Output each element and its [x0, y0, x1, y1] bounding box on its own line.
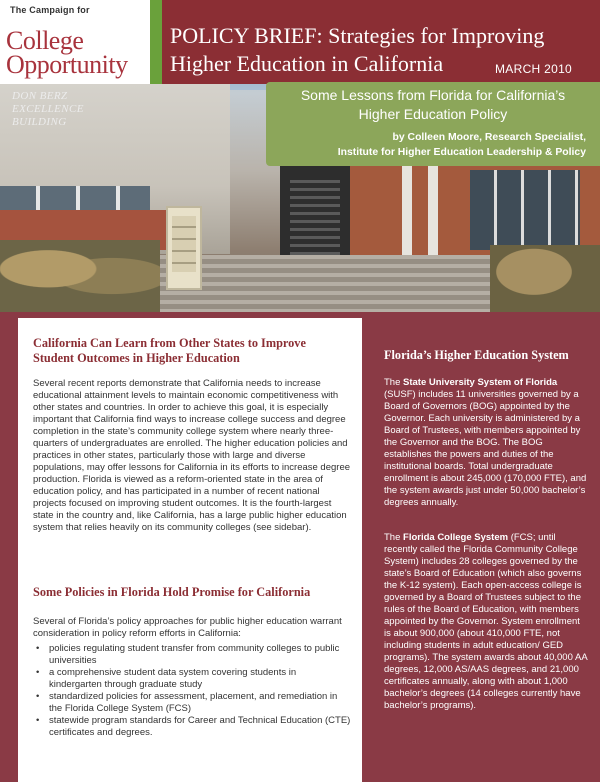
column: [402, 160, 412, 260]
subtitle-line-2: Higher Education Policy: [358, 106, 508, 122]
list-item: • standardized policies for assessment, placement, and remediation in the Florida College System (FCS): [33, 691, 351, 715]
system-name-susf: State University System of Florida: [403, 377, 558, 388]
text-run: (FCS; until recently called the Florida Community College System) includes 28 colleges governed by the state’s Board of Education (which also governs the K-12 system). Each open-access college is governed by a Board of Trustees subject to the rules of the Board of Education, with members appointed by the Governor. System enrollment is about 900,000 (about 410,000 FTE, not including students in adult education/ GED programs). The system awards about 40,000 AA degrees, 12,000 AS/AAS degrees, and 21,000 certificates annually, along with about 1,000 bachelor’s degrees (14 colleges currently have bachelor’s programs).: [384, 532, 588, 711]
text-run: The: [384, 532, 404, 543]
list-item: • statewide program standards for Career and Technical Education (CTE) certificates and degrees.: [33, 715, 351, 739]
plants-right: [490, 245, 600, 312]
system-name-fcs: Florida College System: [403, 532, 509, 543]
byline-line-2: Institute for Higher Education Leadership & Policy: [337, 147, 586, 158]
logo-tagline: The Campaign for: [10, 5, 90, 15]
sidebar-heading: Florida’s Higher Education System: [384, 348, 569, 362]
plants-left: [0, 240, 160, 312]
byline: [300, 130, 586, 160]
policy-list: [33, 643, 351, 739]
section-heading-florida-policies: Some Policies in Florida Hold Promise for California: [33, 585, 311, 599]
logo-word-opportunity: Opportunity: [6, 50, 128, 79]
subtitle: [266, 86, 600, 124]
byline-line-1: by Colleen Moore, Research Specialist,: [392, 132, 586, 143]
sidebar-paragraph-susf: [384, 377, 588, 509]
heading-line: Student Outcomes in Higher Education: [33, 351, 240, 365]
publication-date: MARCH 2010: [495, 62, 573, 76]
sidebar-paragraph-fcs: [384, 532, 588, 712]
column: [428, 160, 438, 260]
engraving-line: EXCELLENCE: [12, 103, 84, 115]
heading-line: California Can Learn from Other States to Improve: [33, 336, 306, 350]
title-line-1: POLICY BRIEF: Strategies for Improving: [170, 23, 545, 48]
section-heading-california: [33, 336, 306, 366]
window-row: [0, 186, 150, 212]
engraving-line: BUILDING: [12, 116, 67, 128]
title-line-2: Higher Education in California: [170, 51, 444, 76]
building-engraving: [12, 90, 84, 129]
logo-accent-bar: [150, 0, 162, 84]
policies-intro-paragraph: Several of Florida’s policy approaches for public higher education warrant consideration in policy reform efforts in California:: [33, 616, 342, 639]
window-right: [470, 170, 580, 250]
list-item: • a comprehensive student data system covering students in kindergarten through graduate study: [33, 667, 351, 691]
newspaper-kiosk: [166, 206, 202, 290]
text-run: (SUSF) includes 11 universities governed by a Board of Governors (BOG) appointed by the Governor. Each university is administered by a Board of Trustees, with members appointed by the Governor and the BOG. The BOG establishes the powers and duties of the institutional boards. Total undergraduate enrollment is about 245,000 (170,000 FTE), and the system awards just under 50,000 bachelor’s degrees annually.: [384, 389, 587, 508]
engraving-line: DON BERZ: [12, 90, 68, 102]
page-title: [170, 22, 544, 78]
intro-paragraph: Several recent reports demonstrate that California needs to increase educational attainment levels to maintain economic competitiveness with other states and countries. In order to achieve this goal, it is especially important that California find ways to increase college success and degree completion in the state’s community college system where nearly three-quarters of undergraduates are enrolled. The higher education policies and practices in other states, particularly those with large and diverse populations, may offer lessons for California in its efforts to increase degree production. Florida is viewed as a reform-oriented state in the area of education policy, and has participated in a number of recent national projects focused on improving student outcomes. It is the fourth-largest state in the country and, like California, has a large public higher education system that relies heavily on its community colleges (see sidebar).: [33, 378, 351, 533]
logo-word-college: College: [6, 26, 84, 55]
stairwell-steps: [290, 180, 340, 255]
subtitle-line-1: Some Lessons from Florida for California’s: [300, 87, 566, 103]
text-run: The: [384, 377, 404, 388]
list-item: • policies regulating student transfer from community colleges to public universities: [33, 643, 351, 667]
logo: [0, 0, 150, 84]
